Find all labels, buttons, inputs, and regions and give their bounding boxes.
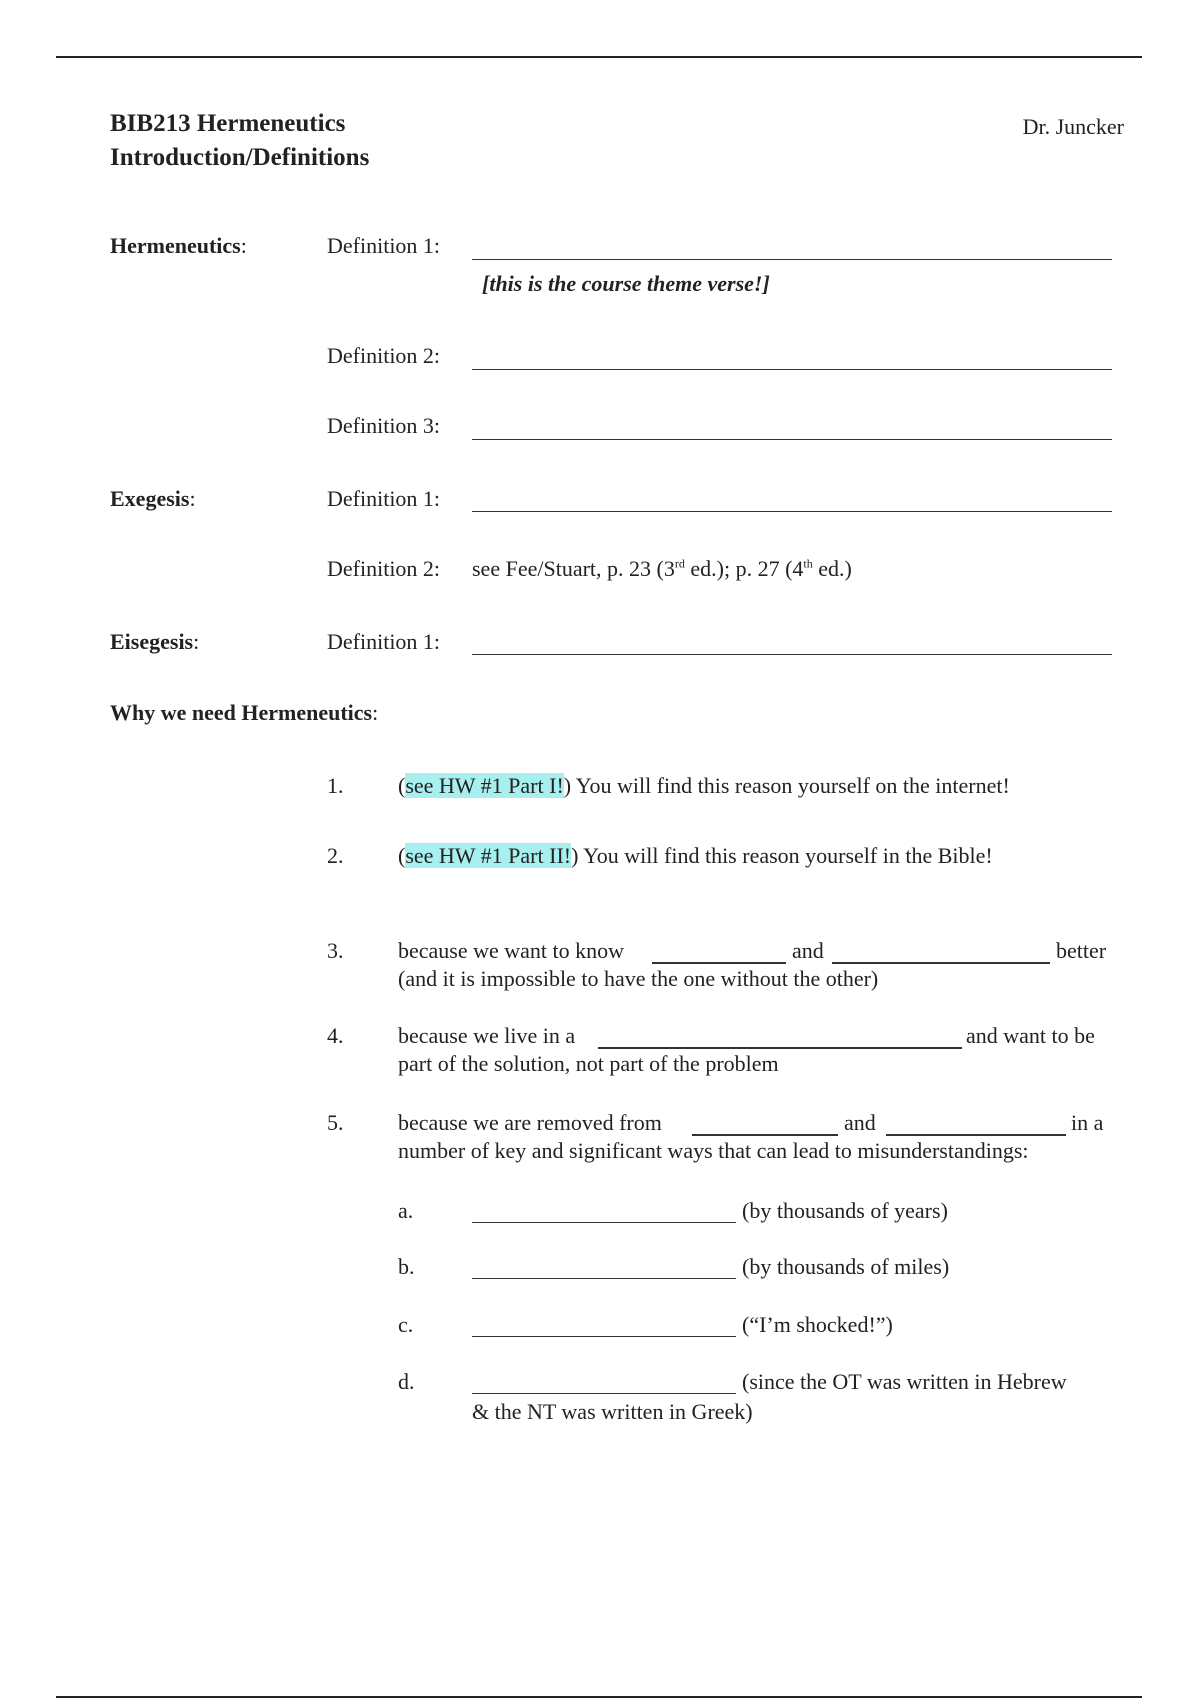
subitem-d-line2: & the NT was written in Greek) xyxy=(472,1399,753,1424)
reason-5-text: because we are removed from xyxy=(398,1110,662,1135)
reason-1-number: 1. xyxy=(327,773,344,798)
eiseg-def1-blank[interactable] xyxy=(472,654,1112,655)
hw-link-part-2[interactable]: see HW #1 Part II! xyxy=(405,843,572,868)
reason-5-blank-1[interactable] xyxy=(692,1134,838,1136)
course-title: BIB213 Hermeneutics xyxy=(110,110,346,137)
subitem-c-text: (“I’m shocked!”) xyxy=(742,1312,893,1337)
reason-3-and: and xyxy=(792,938,824,963)
herm-def2-label: Definition 2: xyxy=(327,343,441,368)
subitem-a-letter: a. xyxy=(398,1198,414,1223)
subitem-b-text: (by thousands of miles) xyxy=(742,1254,950,1279)
reason-2-text: (see HW #1 Part II!) You will find this reason yourself in the Bible! xyxy=(398,843,993,868)
reason-4-text: because we live in a xyxy=(398,1023,576,1048)
reason-3-line2: (and it is impossible to have the one without the other) xyxy=(398,966,879,991)
subitem-d-blank[interactable] xyxy=(472,1393,736,1394)
instructor-name: Dr. Juncker xyxy=(1022,114,1124,139)
exegesis-label: Exegesis: xyxy=(110,486,196,511)
subitem-b-blank[interactable] xyxy=(472,1278,736,1279)
reason-4-number: 4. xyxy=(327,1023,344,1048)
subitem-c-letter: c. xyxy=(398,1312,414,1337)
reason-4-tail: and want to be xyxy=(966,1023,1095,1048)
reason-3-text: because we want to know xyxy=(398,938,625,963)
reason-2-number: 2. xyxy=(327,843,344,868)
exeg-def1-blank[interactable] xyxy=(472,511,1112,512)
subitem-c-blank[interactable] xyxy=(472,1336,736,1337)
reason-3-better: better xyxy=(1056,938,1107,963)
top-rule xyxy=(56,56,1142,58)
herm-def1-label: Definition 1: xyxy=(327,233,441,258)
reason-5-and: and xyxy=(844,1110,876,1135)
exeg-def2-reference: see Fee/Stuart, p. 23 (3rd ed.); p. 27 (4th ed.) xyxy=(472,556,852,581)
herm-def1-blank[interactable] xyxy=(472,259,1112,260)
reason-3-blank-2[interactable] xyxy=(832,962,1050,964)
exeg-def2-label: Definition 2: xyxy=(327,556,441,581)
subitem-b-letter: b. xyxy=(398,1254,415,1279)
subitem-d-text: (since the OT was written in Hebrew xyxy=(742,1369,1067,1394)
hw-link-part-1[interactable]: see HW #1 Part I! xyxy=(405,773,564,798)
exeg-def1-label: Definition 1: xyxy=(327,486,441,511)
subitem-a-blank[interactable] xyxy=(472,1222,736,1223)
bottom-rule xyxy=(56,1696,1142,1698)
reason-4-blank[interactable] xyxy=(598,1047,962,1049)
herm-def2-blank[interactable] xyxy=(472,369,1112,370)
hermeneutics-label: Hermeneutics: xyxy=(110,233,247,258)
page-subtitle: Introduction/Definitions xyxy=(110,144,370,171)
reason-1-text: (see HW #1 Part I!) You will find this reason yourself on the internet! xyxy=(398,773,1010,798)
herm-def1-note: [this is the course theme verse!] xyxy=(482,271,770,296)
reason-3-blank-1[interactable] xyxy=(652,962,786,964)
reason-5-blank-2[interactable] xyxy=(886,1134,1066,1136)
reason-5-number: 5. xyxy=(327,1110,344,1135)
subitem-d-letter: d. xyxy=(398,1369,415,1394)
reason-5-line2: number of key and significant ways that can lead to misunderstandings: xyxy=(398,1138,1029,1163)
herm-def3-blank[interactable] xyxy=(472,439,1112,440)
subitem-a-text: (by thousands of years) xyxy=(742,1198,948,1223)
reason-5-in-a: in a xyxy=(1071,1110,1104,1135)
eisegesis-label: Eisegesis: xyxy=(110,629,200,654)
reason-4-line2: part of the solution, not part of the problem xyxy=(398,1051,779,1076)
eiseg-def1-label: Definition 1: xyxy=(327,629,441,654)
reason-3-number: 3. xyxy=(327,938,344,963)
herm-def3-label: Definition 3: xyxy=(327,413,441,438)
why-heading: Why we need Hermeneutics: xyxy=(110,700,379,725)
